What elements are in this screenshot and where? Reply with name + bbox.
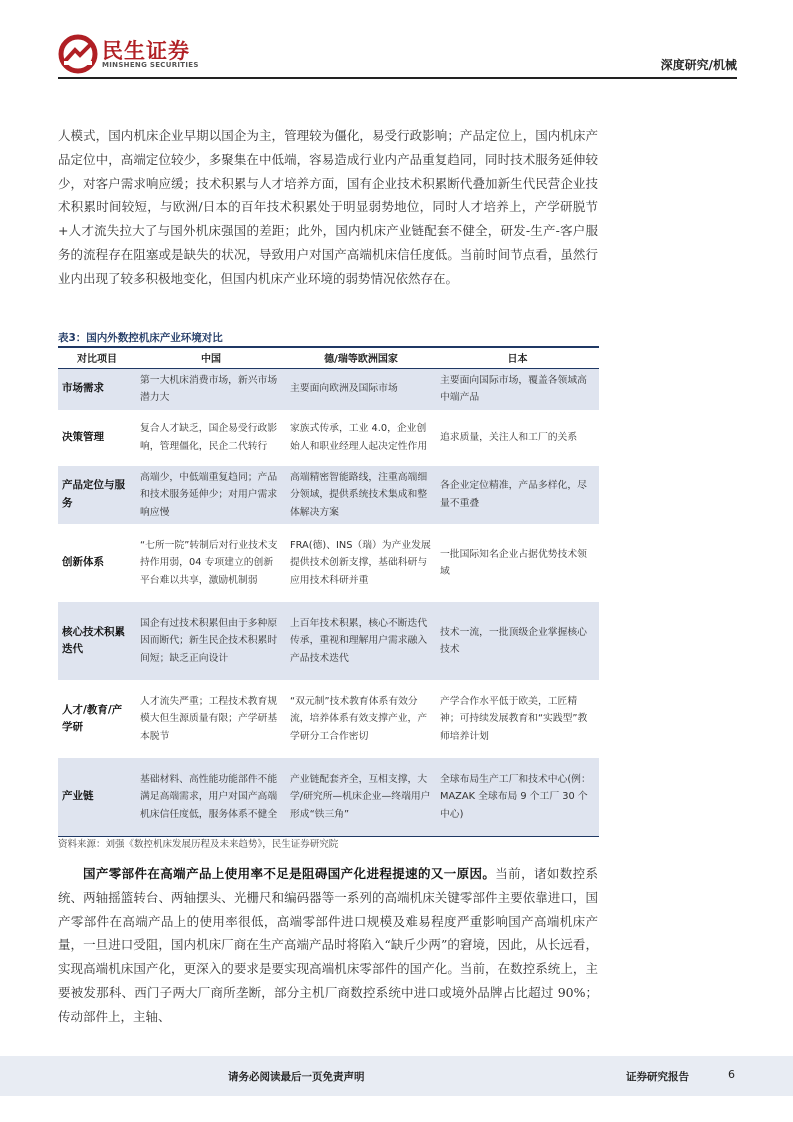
footer-disclaimer: 请务必阅读最后一页免责声明 xyxy=(228,1071,365,1083)
cell-china: 复合人才缺乏，国企易受行政影响，管理僵化，民企二代转行 xyxy=(140,423,278,452)
table-title: 表3：国内外数控机床产业环境对比 xyxy=(58,332,223,344)
row-item: 人才/教育/产学研 xyxy=(62,703,123,733)
cell-europe: 上百年技术积累，核心不断迭代传承，重视和理解用户需求融入产品技术迭代 xyxy=(286,602,436,680)
row-item: 产业链 xyxy=(58,758,136,836)
header-china: 中国 xyxy=(136,348,286,368)
table-row xyxy=(58,602,599,680)
cell-japan: 技术一流，一批顶级企业掌握核心技术 xyxy=(436,602,599,680)
cell-japan: 追求质量，关注人和工厂的关系 xyxy=(440,431,578,443)
table-header-row xyxy=(58,348,599,368)
comparison-table xyxy=(58,348,599,837)
cell-japan: 各企业定位精准，产品多样化，尽量不重叠 xyxy=(436,466,599,525)
paragraph-body-text: 当前，诸如数控系统、两轴摇篮转台、两轴摆头、光栅尺和编码器等一系列的高端机床关键零部件主要依靠进口，国产零部件在高端产品上的使用率很低，高端零部件进口规模及难易程度严重影响国产高端机床产量，一旦进口受阻，国内机床厂商在生产高端产品时将陷入“缺斤少两”的窘境，因此，从长远看，实现高端机床国产化，更深入的要求是要实现高端机床零部件的国产化。当前，在数控系统上，主要被发那科、西门子两大厂商所垄断，部分主机厂商数控系统中进口或境外品牌占比超过 90%；传动部件上，主轴、 xyxy=(58,866,598,1024)
body-paragraph xyxy=(58,862,598,1029)
footer-report-type: 证券研究报告 xyxy=(626,1071,689,1083)
report-section: 深度研究/机械 xyxy=(660,58,737,72)
logo-chinese-name: 民生证券 xyxy=(102,39,190,63)
row-item: 产品定位与服务 xyxy=(58,466,136,525)
table-row xyxy=(58,758,599,836)
cell-japan: 全球布局生产工厂和技术中心(例：MAZAK 全球布局 9 个工厂 30 个中心) xyxy=(436,758,599,836)
table-row xyxy=(58,524,599,602)
intro-paragraph: 人模式，国内机床企业早期以国企为主，管理较为僵化，易受行政影响；产品定位上，国内机床产品定位中，高端定位较少，多聚集在中低端，容易造成行业内产品重复趋同，同时技术服务延伸较少，对客户需求响应缓；技术积累与人才培养方面，国有企业技术积累断代叠加新生代民营企业技术积累时间较短，与欧洲/日本的百年技术积累处于明显弱势地位，同时人才培养上，产学研脱节+人才流失拉大了与国外机床强国的差距；此外，国内机床产业链配套不健全，研发-生产-客户服务的流程存在阻塞或是缺失的状况，导致用户对国产高端机床信任度低。当前时间节点看，虽然行业内出现了较多积极地变化，但国内机床产业环境的弱势情况依然存在。 xyxy=(58,128,598,286)
row-item: 创新体系 xyxy=(62,556,104,569)
row-item: 市场需求 xyxy=(58,368,136,410)
cell-europe: 产业链配套齐全，互相支撑，大学/研究所—机床企业—终端用户形成“铁三角” xyxy=(286,758,436,836)
header-divider xyxy=(58,77,737,79)
header-europe: 德/瑞等欧洲国家 xyxy=(286,348,436,368)
header-item: 对比项目 xyxy=(58,348,136,368)
company-logo xyxy=(58,34,208,74)
table-source-note: 资料来源：刘强《数控机床发展历程及未来趋势》，民生证券研究院 xyxy=(58,839,339,850)
cell-china: 高端少，中低端重复趋同；产品和技术服务延伸少；对用户需求响应慢 xyxy=(136,466,286,525)
cell-china: 基础材料、高性能功能部件不能满足高端需求，用户对国产高端机床信任度低，服务体系不健全 xyxy=(136,758,286,836)
table-row xyxy=(58,368,599,410)
minsheng-logo-icon xyxy=(58,34,98,74)
table-row xyxy=(58,680,599,758)
cell-europe: FRA(德)、INS（瑞）为产业发展提供技术创新支撑，基础科研与应用技术科研并重 xyxy=(290,539,431,586)
logo-english-name: MINSHENG SECURITIES xyxy=(102,61,199,69)
cell-europe: 家族式传承，工业 4.0，企业创始人和职业经理人起决定性作用 xyxy=(290,423,428,452)
cell-europe: 高端精密智能路线，注重高端细分领域，提供系统技术集成和整体解决方案 xyxy=(286,466,436,525)
cell-china: 第一大机床消费市场，新兴市场潜力大 xyxy=(136,368,286,410)
table-row xyxy=(58,466,599,525)
cell-japan: 主要面向国际市场，覆盖各领域高中端产品 xyxy=(436,368,599,410)
paragraph-lead-sentence: 国产零部件在高端产品上使用率不足是阻碍国产化进程提速的又一原因。 xyxy=(83,866,496,881)
row-item: 核心技术积累迭代 xyxy=(58,602,136,680)
cell-china: 人才流失严重；工程技术教育规模大但生源质量有限；产学研基本脱节 xyxy=(140,695,278,742)
cell-japan: 一批国际知名企业占据优势技术领域 xyxy=(440,548,587,577)
page-header xyxy=(0,0,793,84)
row-item: 决策管理 xyxy=(62,430,104,443)
table-row xyxy=(58,410,599,466)
page-number: 6 xyxy=(728,1068,735,1081)
cell-europe: “双元制”技术教育体系有效分流，培养体系有效支撑产业，产学研分工合作密切 xyxy=(290,695,428,742)
cell-china: 国企有过技术积累但由于多种原因而断代；新生民企技术积累时间短；缺乏正向设计 xyxy=(136,602,286,680)
cell-europe: 主要面向欧洲及国际市场 xyxy=(286,368,436,410)
cell-china: “七所一院”转制后对行业技术支持作用弱，04 专项建立的创新平台难以共享，激励机制弱 xyxy=(140,539,278,586)
header-japan: 日本 xyxy=(436,348,599,368)
cell-japan: 产学合作水平低于欧美，工匠精神；可持续发展教育和“实践型”教师培养计划 xyxy=(440,695,588,742)
